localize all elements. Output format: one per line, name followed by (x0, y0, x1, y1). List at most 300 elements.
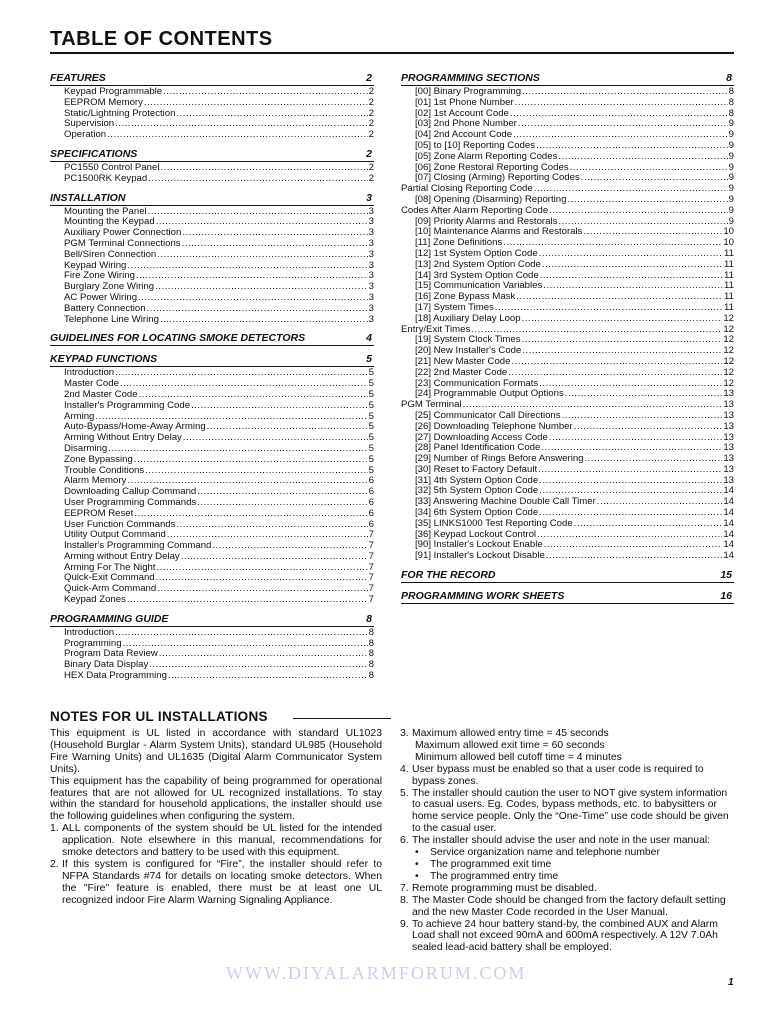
toc-entry (401, 130, 734, 141)
toc-heading-title: INSTALLATION (50, 191, 126, 204)
toc-entry-title: [05] Zone Alarm Reporting Codes (415, 151, 558, 162)
toc-section-heading (401, 569, 734, 583)
toc-entry (401, 292, 734, 303)
toc-entry-title: Arming Without Entry Delay (64, 433, 182, 444)
toc-entry-page: 8 (728, 97, 734, 108)
toc-section-heading (50, 148, 374, 162)
toc-section (50, 192, 374, 326)
toc-entry-title: Arming For The Night (64, 562, 156, 573)
toc-entry (401, 152, 734, 163)
toc-leader-dots (127, 595, 368, 606)
toc-entry-title: PC1550 Control Panel (64, 162, 160, 173)
toc-entry-page: 14 (723, 540, 734, 551)
toc-leader-dots (157, 250, 367, 261)
toc-leader-dots (155, 282, 368, 293)
toc-entry (401, 508, 734, 519)
toc-entry-page: 5 (368, 368, 374, 379)
toc-entry (401, 98, 734, 109)
toc-entry-page: 7 (368, 541, 374, 552)
toc-heading-page: 4 (366, 332, 372, 345)
toc-entry-title: Entry/Exit Times (401, 324, 471, 335)
toc-entry-page: 3 (368, 238, 374, 249)
toc-entry (401, 227, 734, 238)
toc-leader-dots (537, 530, 722, 541)
toc-entry-title: [36] Keypad Lockout Control (415, 529, 537, 540)
toc-section-heading (50, 332, 374, 346)
toc-entry-page: 7 (368, 584, 374, 595)
toc-entry-title: PGM Terminal (401, 400, 462, 411)
toc-entry-title: Binary Data Display (64, 660, 149, 671)
toc-entry (401, 109, 734, 120)
toc-entry-title: [04] 2nd Account Code (415, 130, 513, 141)
toc-entry-page: 12 (723, 378, 734, 389)
toc-entry-page: 14 (723, 486, 734, 497)
toc-entry-page: 8 (368, 649, 374, 660)
toc-entry-page: 14 (723, 508, 734, 519)
toc-entry-title: Auto-Bypass/Home-Away Arming (64, 422, 206, 433)
toc-entry (50, 639, 374, 650)
toc-leader-dots (540, 271, 723, 282)
toc-entry-title: [14] 3rd System Option Code (415, 270, 539, 281)
toc-entry-page: 9 (728, 119, 734, 130)
toc-entry-title: AC Power Wiring (64, 292, 138, 303)
toc-section (50, 613, 374, 682)
toc-leader-dots (145, 466, 367, 477)
toc-leader-dots (139, 390, 368, 401)
toc-leader-dots (115, 119, 368, 130)
page-number: 1 (728, 977, 734, 988)
toc-entry-title: PGM Terminal Connections (64, 238, 181, 249)
toc-entry (401, 206, 734, 217)
toc-leader-dots (160, 315, 368, 326)
toc-entry (401, 260, 734, 271)
toc-entry-title: Trouble Conditions (64, 465, 145, 476)
toc-leader-dots (558, 152, 727, 163)
toc-entry-page: 9 (728, 140, 734, 151)
toc-leader-dots (181, 552, 368, 563)
toc-entry-title: Quick-Exit Command (64, 573, 155, 584)
toc-entry (50, 584, 374, 595)
notes-bullet: • The programmed exit time (415, 858, 552, 870)
toc-entry (50, 649, 374, 660)
toc-entry-page: 8 (728, 87, 734, 97)
toc-entry-title: [19] System Clock Times (415, 335, 521, 346)
toc-entry (401, 325, 734, 336)
toc-entry-page: 5 (368, 411, 374, 422)
toc-entry-title: [06] Zone Restoral Reporting Codes (415, 162, 569, 173)
toc-entry (50, 293, 374, 304)
toc-entry (50, 671, 374, 682)
toc-entry-title: Arming without Entry Delay (64, 551, 180, 562)
toc-entry-page: 7 (368, 551, 374, 562)
toc-leader-dots (567, 195, 727, 206)
toc-leader-dots (581, 173, 728, 184)
toc-entry (50, 261, 374, 272)
toc-entry-title: Installer's Programming Command (64, 541, 212, 552)
toc-leader-dots (463, 400, 723, 411)
toc-heading-page: 5 (366, 353, 372, 366)
toc-leader-dots (147, 304, 368, 315)
toc-section (401, 72, 734, 562)
toc-entry (50, 433, 374, 444)
toc-entry-page: 13 (723, 443, 734, 454)
toc-leader-dots (583, 227, 722, 238)
toc-heading-title: PROGRAMMING WORK SHEETS (401, 590, 565, 603)
toc-leader-dots (549, 433, 723, 444)
toc-leader-dots (156, 217, 368, 228)
toc-heading-title: SPECIFICATIONS (50, 147, 138, 160)
toc-leader-dots (539, 486, 722, 497)
toc-entry-page: 13 (723, 421, 734, 432)
toc-entry-page: 12 (723, 324, 734, 335)
toc-entry (401, 119, 734, 130)
toc-entry-page: 2 (368, 173, 374, 184)
notes-right-column (400, 728, 734, 954)
toc-entry-page: 12 (723, 346, 734, 357)
toc-entry-title: [12] 1st System Option Code (415, 248, 538, 259)
toc-heading-title: GUIDELINES FOR LOCATING SMOKE DETECTORS (50, 332, 306, 345)
toc-entry (50, 498, 374, 509)
toc-entry-title: Quick-Arm Command (64, 584, 157, 595)
toc-entry-page: 5 (368, 400, 374, 411)
toc-leader-dots (546, 551, 723, 562)
toc-entry-title: Zone Bypassing (64, 454, 133, 465)
toc-entry-page: 13 (723, 475, 734, 486)
toc-leader-dots (565, 389, 723, 400)
toc-entry-title: [35] LINKS1000 Test Reporting Code (415, 518, 573, 529)
toc-entry-title: Introduction (64, 627, 115, 638)
toc-entry (50, 109, 374, 120)
toc-entry (50, 444, 374, 455)
toc-entry-page: 5 (368, 389, 374, 400)
toc-entry (401, 540, 734, 551)
toc-heading-page: 2 (366, 147, 372, 160)
toc-leader-dots (503, 238, 722, 249)
toc-entry-page: 2 (368, 130, 374, 141)
toc-entry-title: User Programming Commands (64, 497, 197, 508)
toc-entry-page: 9 (728, 162, 734, 173)
toc-leader-dots (539, 379, 722, 390)
toc-entry-title: [26] Downloading Telephone Number (415, 421, 573, 432)
watermark: WWW.DIYALARMFORUM.COM (226, 963, 527, 983)
toc-heading-page: 16 (720, 590, 732, 603)
toc-entry (50, 520, 374, 531)
toc-entry-title: [28] Panel Identification Code (415, 443, 541, 454)
toc-entry (50, 401, 374, 412)
toc-entry (401, 314, 734, 325)
toc-leader-dots (182, 239, 368, 250)
toc-entry (50, 476, 374, 487)
toc-entry-title: [07] Closing (Arming) Reporting Codes (415, 173, 580, 184)
toc-heading-title: FOR THE RECORD (401, 569, 496, 582)
toc-entry-title: Master Code (64, 379, 119, 390)
toc-entry-page: 5 (368, 443, 374, 454)
toc-entry-page: 3 (368, 206, 374, 217)
toc-entry-title: Codes After Alarm Reporting Code (401, 205, 549, 216)
toc-entry (401, 249, 734, 260)
toc-section (50, 353, 374, 606)
toc-leader-dots (176, 109, 367, 120)
toc-entry (50, 573, 374, 584)
toc-entry (401, 530, 734, 541)
toc-leader-dots (160, 163, 367, 174)
toc-section (401, 569, 734, 583)
toc-leader-dots (522, 314, 723, 325)
toc-heading-page: 3 (366, 191, 372, 204)
toc-entry-title: Static/Lightning Protection (64, 108, 176, 119)
toc-leader-dots (197, 498, 367, 509)
toc-entry (50, 530, 374, 541)
toc-entry-page: 3 (368, 292, 374, 303)
toc-entry-title: User Function Commands (64, 519, 176, 530)
title-rule (50, 52, 734, 54)
toc-entry-page: 11 (724, 292, 734, 303)
toc-entry-title: [18] Auxiliary Delay Loop (415, 313, 521, 324)
toc-entry-title: Utility Output Command (64, 530, 166, 541)
toc-entry-title: Keypad Wiring (64, 260, 127, 271)
toc-entry-page: 3 (368, 249, 374, 260)
toc-entry-page: 13 (723, 400, 734, 411)
toc-entry-title: Keypad Programmable (64, 87, 163, 97)
toc-entry-title: Telephone Line Wiring (64, 314, 159, 325)
toc-left-column (50, 72, 374, 689)
toc-entry-title: [27] Downloading Access Code (415, 432, 548, 443)
toc-entry-page: 12 (723, 313, 734, 324)
toc-entry-page: 7 (368, 595, 374, 606)
toc-leader-dots (542, 260, 723, 271)
toc-leader-dots (149, 660, 367, 671)
toc-leader-dots (212, 541, 367, 552)
toc-entry-page: 14 (723, 529, 734, 540)
toc-entry-page: 11 (724, 270, 734, 281)
toc-entry (50, 282, 374, 293)
toc-leader-dots (168, 671, 368, 682)
toc-heading-title: PROGRAMMING GUIDE (50, 612, 169, 625)
toc-entry-page: 13 (723, 464, 734, 475)
toc-entry-page: 13 (723, 410, 734, 421)
toc-leader-dots (536, 141, 728, 152)
toc-heading-page: 2 (366, 72, 372, 84)
toc-entry (50, 119, 374, 130)
toc-entry (401, 281, 734, 292)
notes-item-4: 4. User bypass must be enabled so that a user code is required to bypass zones. (400, 763, 704, 787)
toc-leader-dots (513, 130, 728, 141)
toc-section-heading (50, 353, 374, 367)
toc-entry-page: 6 (368, 476, 374, 487)
toc-entry-title: Installer's Programming Code (64, 400, 191, 411)
toc-leader-dots (159, 649, 368, 660)
toc-leader-dots (156, 573, 368, 584)
toc-entry-page: 9 (728, 205, 734, 216)
toc-entry-page: 6 (368, 487, 374, 498)
toc-entry (50, 163, 374, 174)
toc-entry (401, 411, 734, 422)
toc-entry (401, 379, 734, 390)
toc-leader-dots (120, 379, 368, 390)
toc-leader-dots (570, 163, 728, 174)
toc-entry (50, 552, 374, 563)
toc-entry-title: Disarming (64, 443, 108, 454)
notes-item-5: 5. The installer should caution the user to NOT give system information to casual users. Eg. Codes, bypass methods, etc. to babysitters or home service people. Only the “One-Time” use code should be given to the casual user. (400, 787, 729, 835)
toc-entry-page: 7 (368, 562, 374, 573)
toc-entry-title: [29] Number of Rings Before Answering (415, 454, 584, 465)
toc-entry (50, 541, 374, 552)
toc-leader-dots (183, 433, 368, 444)
toc-entry (50, 390, 374, 401)
toc-entry-page: 14 (723, 518, 734, 529)
toc-entry-page: 11 (724, 302, 734, 313)
toc-entry-page: 14 (723, 551, 734, 562)
toc-entry-page: 5 (368, 433, 374, 444)
toc-leader-dots (538, 465, 722, 476)
toc-entry-title: [16] Zone Bypass Mask (415, 292, 516, 303)
toc-entry-title: 2nd Master Code (64, 389, 138, 400)
toc-leader-dots (207, 422, 368, 433)
toc-entry (50, 595, 374, 606)
toc-entry-page: 12 (723, 335, 734, 346)
toc-entry-page: 13 (723, 454, 734, 465)
toc-leader-dots (144, 98, 368, 109)
toc-leader-dots (108, 444, 367, 455)
toc-entry-title: Supervision (64, 119, 115, 130)
toc-leader-dots (522, 87, 728, 98)
toc-entry-title: Partial Closing Reporting Code (401, 184, 533, 195)
toc-entry-title: Downloading Callup Command (64, 487, 197, 498)
toc-entry (401, 195, 734, 206)
toc-entry-title: EEPROM Reset (64, 508, 134, 519)
toc-entry (401, 497, 734, 508)
toc-entry-page: 6 (368, 497, 374, 508)
toc-entry (50, 563, 374, 574)
toc-leader-dots (539, 249, 723, 260)
toc-leader-dots (138, 293, 368, 304)
notes-item-3-line: Maximum allowed exit time = 60 seconds (415, 739, 605, 751)
toc-entry (401, 476, 734, 487)
toc-section-heading (401, 590, 734, 604)
toc-entry-page: 10 (723, 238, 734, 249)
toc-leader-dots (522, 335, 723, 346)
toc-entry-page: 7 (368, 573, 374, 584)
toc-entry (401, 303, 734, 314)
toc-entry-page: 11 (724, 259, 734, 270)
toc-leader-dots (176, 520, 367, 531)
toc-entry-title: [15] Communication Variables (415, 281, 543, 292)
toc-leader-dots (510, 109, 728, 120)
toc-section-heading (50, 613, 374, 627)
toc-entry (50, 379, 374, 390)
toc-entry (401, 184, 734, 195)
toc-entry-title: Burglary Zone Wiring (64, 282, 155, 293)
toc-entry (401, 433, 734, 444)
toc-section (50, 148, 374, 185)
toc-entry-page: 8 (728, 108, 734, 119)
toc-entry (401, 486, 734, 497)
toc-section-heading (50, 192, 374, 206)
toc-entry-title: Programming (64, 638, 122, 649)
toc-entry (50, 628, 374, 639)
toc-entry-title: [34] 6th System Option Code (415, 508, 539, 519)
toc-entry (50, 466, 374, 477)
toc-entry-page: 5 (368, 465, 374, 476)
notes-item-6: 6. The installer should advise the user and note in the user manual: (400, 835, 711, 847)
toc-leader-dots (182, 228, 367, 239)
toc-entry-title: [22] 2nd Master Code (415, 367, 508, 378)
toc-leader-dots (134, 509, 367, 520)
notes-item-9: 9. To achieve 24 hour battery stand-by, the combined AUX and Alarm Load shall not exceed 90mA and 600mA respectively. A 12V 7.0Ah sealed lead-acid battery shall be employed. (400, 918, 718, 954)
toc-entry (401, 368, 734, 379)
toc-heading-page: 15 (720, 569, 732, 582)
toc-entry (50, 660, 374, 671)
toc-leader-dots (107, 130, 368, 141)
toc-leader-dots (148, 174, 367, 185)
toc-leader-dots (197, 487, 367, 498)
notes-item-1: 1. ALL components of the system should be UL listed for the intended application. Note elsewhere in this manual, recommendations for smoke detectors and battery to be used with this equipment. (50, 823, 382, 859)
toc-entry-page: 9 (728, 130, 734, 141)
toc-entry-title: [13] 2nd System Option Code (415, 259, 541, 270)
toc-entry-page: 9 (728, 173, 734, 184)
toc-leader-dots (134, 455, 368, 466)
toc-leader-dots (522, 346, 722, 357)
toc-entry-page: 11 (724, 281, 734, 292)
toc-entry-title: Introduction (64, 368, 115, 379)
toc-entry-page: 3 (368, 217, 374, 228)
notes-title: NOTES FOR UL INSTALLATIONS (50, 709, 268, 724)
toc-leader-dots (574, 519, 723, 530)
toc-leader-dots (163, 87, 368, 98)
toc-entry-title: PC1500RK Keypad (64, 173, 148, 184)
toc-leader-dots (539, 476, 722, 487)
toc-entry-title: Battery Connection (64, 303, 146, 314)
toc-entry-page: 13 (723, 389, 734, 400)
toc-heading-page: 8 (366, 612, 372, 625)
toc-entry (401, 238, 734, 249)
toc-entry-title: Fire Zone Wiring (64, 271, 135, 282)
toc-leader-dots (539, 508, 722, 519)
toc-entry-title: Mounting the Keypad (64, 217, 155, 228)
toc-entry-title: Program Data Review (64, 649, 158, 660)
toc-entry-title: [30] Reset to Factory Default (415, 464, 538, 475)
toc-leader-dots (191, 401, 368, 412)
toc-entry-title: [91] Installer's Lockout Disable (415, 551, 545, 562)
toc-entry-title: [11] Zone Definitions (415, 238, 503, 249)
toc-leader-dots (543, 281, 723, 292)
notes-item-8: 8. The Master Code should be changed from the factory default setting and the new Master Code recorded in the User Manual. (400, 894, 726, 918)
toc-entry (401, 163, 734, 174)
toc-heading-title: PROGRAMMING SECTIONS (401, 72, 540, 84)
toc-entry-title: [02] 1st Account Code (415, 108, 509, 119)
toc-entry (50, 250, 374, 261)
toc-entry-page: 9 (728, 184, 734, 195)
toc-leader-dots (518, 119, 728, 130)
toc-entry-title: Operation (64, 130, 107, 141)
toc-entry-page: 10 (723, 227, 734, 238)
toc-entry-title: Keypad Zones (64, 595, 126, 606)
toc-entry (401, 422, 734, 433)
toc-section-heading (401, 72, 734, 86)
toc-entry-title: [23] Communication Formats (415, 378, 539, 389)
toc-entry (50, 455, 374, 466)
toc-entry (401, 465, 734, 476)
toc-entry-page: 14 (723, 497, 734, 508)
toc-entry-page: 3 (368, 303, 374, 314)
toc-entry-page: 12 (723, 367, 734, 378)
toc-leader-dots (167, 530, 368, 541)
toc-entry (401, 389, 734, 400)
toc-entry-page: 3 (368, 282, 374, 293)
toc-leader-dots (549, 206, 727, 217)
toc-leader-dots (574, 422, 723, 433)
toc-entry (50, 217, 374, 228)
